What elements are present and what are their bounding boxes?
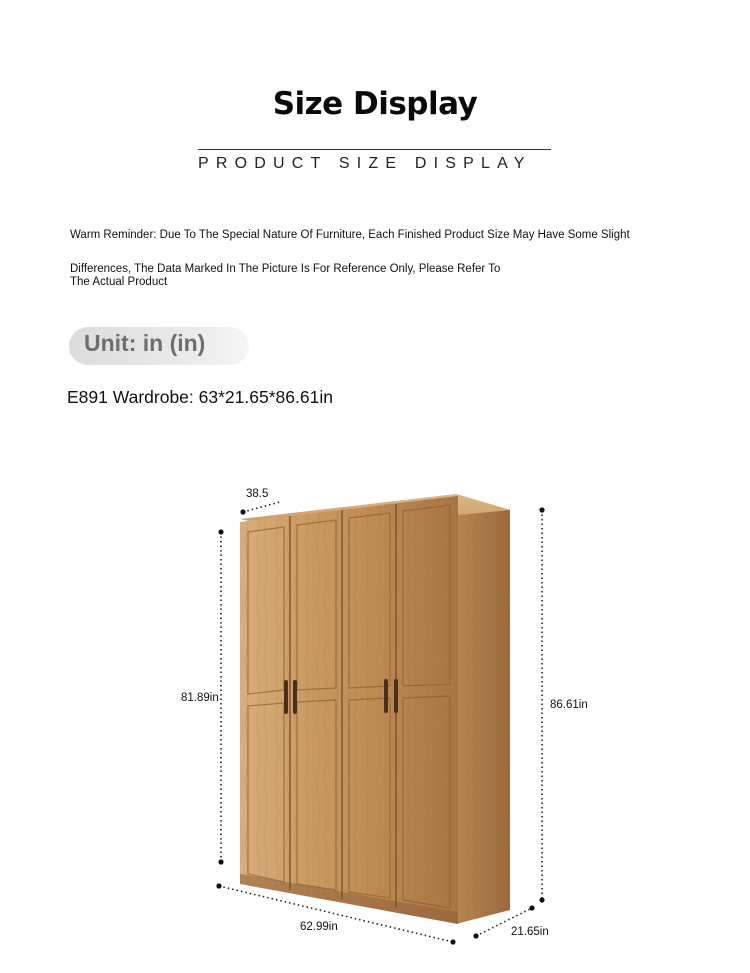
- notice-line-1: Warm Reminder: Due To The Special Nature Of Furniture, Each Finished Product Size May Have Some Slight: [70, 229, 630, 241]
- unit-label: Unit: in (in): [84, 330, 206, 356]
- notice-line-3: The Actual Product: [70, 276, 168, 288]
- wardrobe-figure: [0, 470, 750, 973]
- total-height-label: 86.61in: [550, 699, 588, 711]
- notice-line-2: Differences, The Data Marked In The Picture Is For Reference Only, Please Refer To: [70, 263, 501, 275]
- top-depth-label: 38.5: [246, 488, 269, 500]
- wardrobe-image: [240, 494, 510, 924]
- depth-label: 21.65in: [511, 926, 549, 938]
- title-divider: [198, 149, 551, 150]
- page-title: Size Display: [272, 86, 478, 122]
- width-label: 62.99in: [300, 921, 338, 933]
- door-height-label: 81.89in: [181, 692, 219, 704]
- page-subtitle: PRODUCT SIZE DISPLAY: [198, 155, 532, 172]
- product-spec: E891 Wardrobe: 63*21.65*86.61in: [67, 387, 333, 407]
